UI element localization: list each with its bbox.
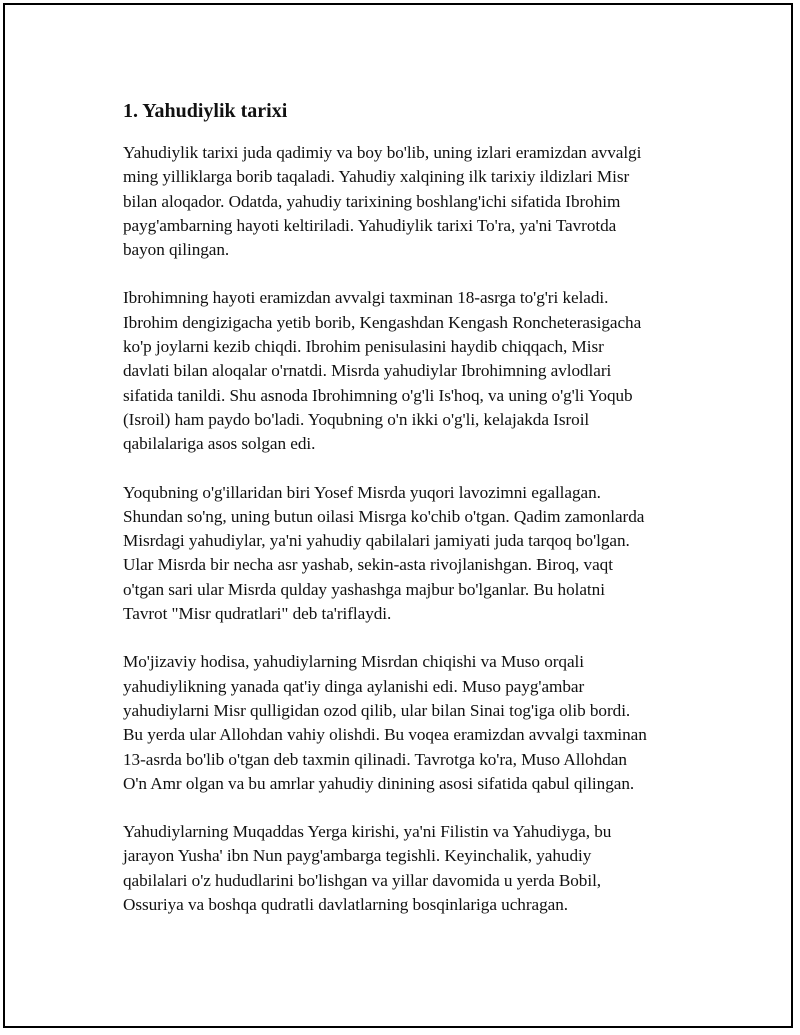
paragraph-line: Ibrohimning hayoti eramizdan avvalgi taxminan 18-asrga to'g'ri keladi. [123, 288, 609, 308]
paragraph-line: yahudiylikning yanada qat'iy dinga aylanishi edi. Muso payg'ambar [123, 676, 585, 696]
paragraph-line: Misrdagi yahudiylar, ya'ni yahudiy qabilalari jamiyati juda tarqoq bo'lgan. [123, 531, 630, 551]
paragraph-list [123, 141, 703, 917]
paragraph-line: O'n Amr olgan va bu amrlar yahudiy dinining asosi sifatida qabul qilingan. [123, 773, 635, 793]
paragraph-line: ming yilliklarga borib taqaladi. Yahudiy xalqining ilk tarixiy ildizlari Misr [123, 167, 630, 187]
document-body [123, 97, 703, 941]
paragraph-line: bilan aloqador. Odatda, yahudiy tarixining boshlang'ichi sifatida Ibrohim [123, 191, 621, 211]
paragraph-5 [123, 820, 703, 917]
paragraph-line: davlati bilan aloqalar o'rnatdi. Misrda yahudiylar Ibrohimning avlodlari [123, 361, 612, 381]
paragraph-3 [123, 481, 703, 627]
paragraph-line: yahudiylarni Misr qulligidan ozod qilib, ular bilan Sinai tog'iga olib bordi. [123, 700, 631, 720]
paragraph-1 [123, 141, 703, 262]
paragraph-2 [123, 286, 703, 456]
paragraph-line: ko'p joylarni kezib chiqdi. Ibrohim penisulasini haydib chiqqach, Misr [123, 337, 604, 357]
paragraph-line: o'tgan sari ular Misrda qulday yashashga majbur bo'lganlar. Bu holatni [123, 579, 605, 599]
paragraph-line: Shundan so'ng, uning butun oilasi Misrga ko'chib o'tgan. Qadim zamonlarda [123, 506, 645, 526]
paragraph-line: Ossuriya va boshqa qudratli davlatlarning bosqinlariga uchragan. [123, 895, 568, 915]
paragraph-line: bayon qilingan. [123, 240, 230, 260]
paragraph-line: Yahudiylik tarixi juda qadimiy va boy bo'lib, uning izlari eramizdan avvalgi [123, 143, 642, 162]
paragraph-line: Yahudiylarning Muqaddas Yerga kirishi, ya'ni Filistin va Yahudiyga, bu [123, 822, 612, 842]
paragraph-line: qabilalari o'z hududlarini bo'lishgan va yillar davomida u yerda Bobil, [123, 870, 602, 890]
paragraph-line: jarayon Yusha' ibn Nun payg'ambarga tegishli. Keyinchalik, yahudiy [123, 846, 592, 866]
paragraph-line: Tavrot "Misr qudratlari" deb ta'riflaydi. [123, 604, 392, 624]
paragraph-line: 13-asrda bo'lib o'tgan deb taxmin qilinadi. Tavrotga ko'ra, Muso Allohdan [123, 749, 627, 769]
paragraph-line: payg'ambarning hayoti keltiriladi. Yahudiylik tarixi To'ra, ya'ni Tavrotda [123, 215, 617, 235]
paragraph-line: Mo'jizaviy hodisa, yahudiylarning Misrdan chiqishi va Muso orqali [123, 652, 584, 672]
paragraph-line: (Isroil) ham paydo bo'ladi. Yoqubning o'n ikki o'g'li, kelajakda Isroil [123, 409, 590, 429]
page-frame [3, 3, 793, 1028]
paragraph-line: sifatida tanildi. Shu asnoda Ibrohimning o'g'li Is'hoq, va uning o'g'li Yoqub [123, 385, 633, 405]
paragraph-line: Ular Misrda bir necha asr yashab, sekin-asta rivojlanishgan. Biroq, vaqt [123, 555, 613, 575]
paragraph-line: Ibrohim dengizigacha yetib borib, Kengashdan Kengash Roncheterasigacha [123, 312, 642, 332]
paragraph-4 [123, 650, 703, 796]
paragraph-line: Bu yerda ular Allohdan vahiy olishdi. Bu voqea eramizdan avvalgi taxminan [123, 725, 647, 745]
paragraph-line: qabilalariga asos solgan edi. [123, 434, 316, 454]
paragraph-line: Yoqubning o'g'illaridan biri Yosef Misrda yuqori lavozimni egallagan. [123, 482, 601, 502]
document-title: 1. Yahudiylik tarixi [123, 100, 288, 122]
